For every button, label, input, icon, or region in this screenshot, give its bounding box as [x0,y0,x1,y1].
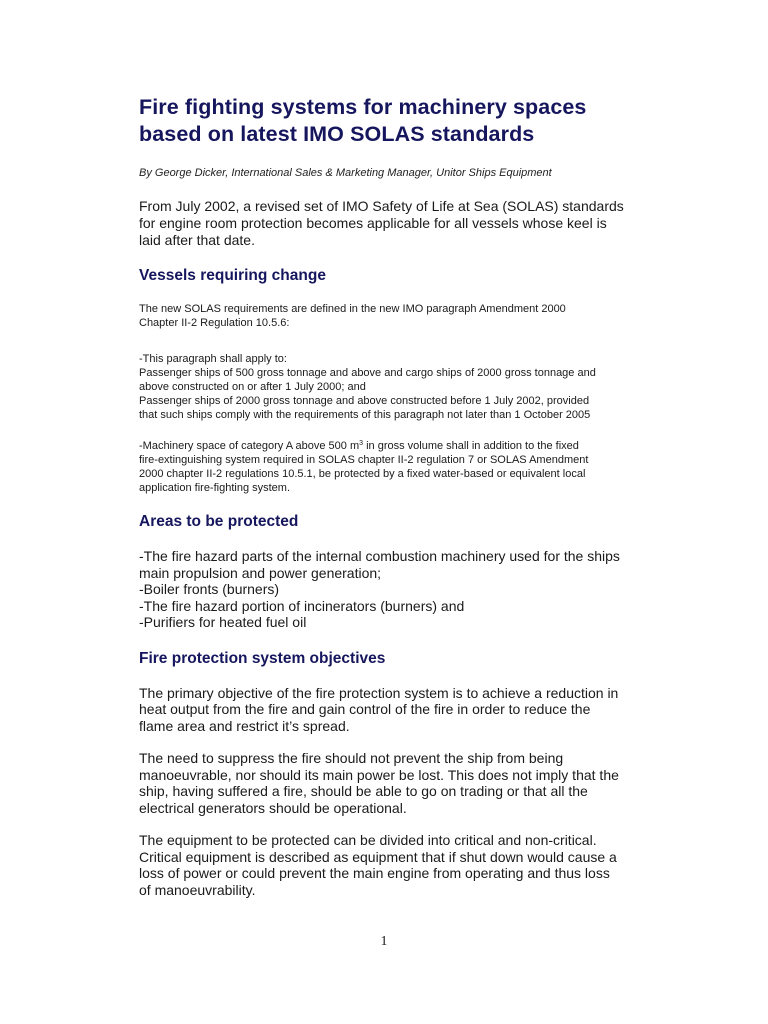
heading-areas-to-be-protected: Areas to be protected [139,513,299,530]
text-line: manoeuvrable, nor should its main power be lost. This does not imply that the [139,766,619,783]
superscript-cubed: 3 [359,440,364,447]
text-line: Critical equipment is described as equipment that if shut down would cause a [139,848,617,865]
title-line: based on latest IMO SOLAS standards [139,122,535,146]
text-line: The primary objective of the fire protection system is to achieve a reduction in [139,684,619,701]
text-line: 2000 chapter II-2 regulations 10.5.1, be protected by a fixed water-based or equivalent local [139,468,586,480]
text-line: of manoeuvrability. [139,881,256,898]
page-content [139,94,639,898]
text-line: ship, having suffered a fire, should be able to go on trading or that all the [139,783,588,799]
objectives-paragraph-2 [139,750,639,816]
text-line: flame area and restrict it’s spread. [139,717,350,734]
text-line: Passenger ships of 500 gross tonnage and above and cargo ships of 2000 gross tonnage and [139,367,596,379]
intro-line: for engine room protection becomes applicable for all vessels whose keel is [139,215,607,231]
vessels-paragraph-1 [139,302,639,330]
list-item: -Purifiers for heated fuel oil [139,614,307,630]
text-line: The equipment to be protected can be divided into critical and non-critical. [139,832,597,848]
list-item: -Boiler fronts (burners) [139,581,280,597]
intro-line: From July 2002, a revised set of IMO Safety of Life at Sea (SOLAS) standards [139,198,624,214]
page-title [139,94,639,148]
page-number: 1 [380,934,388,949]
text-fragment: -Machinery space of category A above 500 m [139,440,360,452]
text-line: heat output from the fire and gain control of the fire in order to reduce the [139,701,591,717]
title-line: Fire fighting systems for machinery spaces [139,95,587,119]
text-line: -This paragraph shall apply to: [139,353,287,365]
text-line: The need to suppress the fire should not prevent the ship from being [139,750,564,766]
text-line: application fire-fighting system. [139,482,291,494]
areas-list [139,548,639,631]
text-line: The new SOLAS requirements are defined in the new IMO paragraph Amendment 2000 [139,303,566,315]
objectives-paragraph-1 [139,685,639,735]
text-line: that such ships comply with the requirements of this paragraph not later than 1 October 2005 [139,409,591,421]
text-line: loss of power or could prevent the main engine from operating and thus loss [139,865,610,881]
text-line: fire-extinguishing system required in SOLAS chapter II-2 regulation 7 or SOLAS Amendment [139,454,589,466]
vessels-paragraph-3 [139,439,639,495]
list-item: -The fire hazard parts of the internal combustion machinery used for the ships [139,548,620,564]
text-line: electrical generators should be operational. [139,799,407,816]
text-line: Passenger ships of 2000 gross tonnage and above constructed before 1 July 2002, provided [139,395,590,407]
vessels-paragraph-2 [139,352,639,422]
list-item: -The fire hazard portion of incinerators (burners) and [139,597,465,614]
text-line [139,439,639,453]
heading-vessels-requiring-change: Vessels requiring change [139,267,326,284]
author-byline: By George Dicker, International Sales & Marketing Manager, Unitor Ships Equipment [139,167,552,179]
text-line: Chapter II-2 Regulation 10.5.6: [139,317,290,329]
text-line: above constructed on or after 1 July 2000; and [139,381,366,393]
text-fragment: in gross volume shall in addition to the fixed [363,440,579,452]
intro-paragraph [139,198,639,249]
intro-line: laid after that date. [139,232,255,248]
heading-fire-protection-objectives: Fire protection system objectives [139,649,386,667]
objectives-paragraph-3 [139,832,639,898]
list-item: main propulsion and power generation; [139,564,382,581]
